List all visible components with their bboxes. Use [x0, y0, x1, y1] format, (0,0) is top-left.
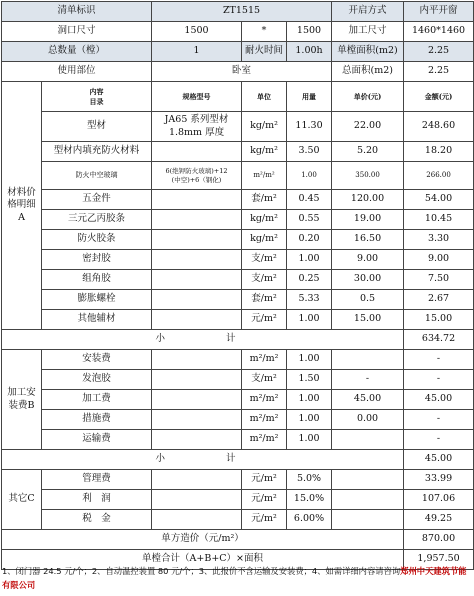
unit-price-label: 单方造价（元/m²） [2, 530, 404, 550]
item-price: 5.20 [332, 142, 404, 162]
item-amount: 107.06 [404, 490, 474, 510]
subtotal-row-a [2, 330, 474, 350]
item-amount: - [404, 410, 474, 430]
item-name: 组角胶 [42, 270, 152, 290]
subtotal-row-b [2, 450, 474, 470]
material-row [2, 190, 474, 210]
item-amount: 2.67 [404, 290, 474, 310]
subtotal-label: 小 计 [2, 330, 404, 350]
item-amount: 266.00 [404, 162, 474, 190]
item-qty: 0.25 [287, 270, 332, 290]
item-name: 加工费 [42, 390, 152, 410]
item-unit: 套/m² [242, 190, 287, 210]
value-opening-height: 1500 [287, 22, 332, 42]
other-row [2, 490, 474, 510]
item-name: 利 润 [42, 490, 152, 510]
value-opening-width: 1500 [152, 22, 242, 42]
item-unit: kg/m² [242, 112, 287, 142]
item-qty: 1.00 [287, 350, 332, 370]
item-name: 措施费 [42, 410, 152, 430]
item-model [152, 230, 242, 250]
item-amount: 9.00 [404, 250, 474, 270]
item-model: JA65 系列型材 1.8mm 厚度 [152, 112, 242, 142]
label-open-type: 开启方式 [332, 2, 404, 22]
item-model [152, 510, 242, 530]
footnote-text: 1、闭门器 24.5 元/个；2、自动温控装置 80 元/个；3、此报价不含运输及安装费；4、如需详细内容请咨询 [2, 566, 401, 576]
value-fire-time: 1.00h [287, 42, 332, 62]
col-header-content: 内容 目录 [42, 82, 152, 112]
item-model [152, 310, 242, 330]
item-qty: 15.0% [287, 490, 332, 510]
item-name: 安装费 [42, 350, 152, 370]
item-qty: 1.00 [287, 310, 332, 330]
item-unit: 元/m² [242, 470, 287, 490]
item-unit: 元/m² [242, 490, 287, 510]
total-value: 1,957.50 [404, 550, 474, 570]
other-row [2, 470, 474, 490]
item-model [152, 190, 242, 210]
item-price [332, 350, 404, 370]
item-amount: 10.45 [404, 210, 474, 230]
material-row [2, 142, 474, 162]
item-unit: 元/m² [242, 310, 287, 330]
value-open-type: 内平开窗 [404, 2, 474, 22]
item-amount: - [404, 350, 474, 370]
item-model [152, 350, 242, 370]
material-row [2, 250, 474, 270]
company-name: 郑州中天建筑节能有限公司 [2, 566, 467, 590]
item-unit: kg/m² [242, 142, 287, 162]
item-model [152, 470, 242, 490]
item-unit: m²/m² [242, 390, 287, 410]
item-name: 发泡胶 [42, 370, 152, 390]
section-c-label: 其它C [2, 470, 42, 530]
item-name: 三元乙丙胶条 [42, 210, 152, 230]
header-row [2, 62, 474, 82]
material-row [2, 112, 474, 142]
item-name: 膨胀螺栓 [42, 290, 152, 310]
unit-price-value: 870.00 [404, 530, 474, 550]
item-name: 五金件 [42, 190, 152, 210]
install-row [2, 430, 474, 450]
item-name: 运输费 [42, 430, 152, 450]
item-unit: 支/m² [242, 270, 287, 290]
item-model [152, 430, 242, 450]
item-amount: 248.60 [404, 112, 474, 142]
label-opening-size: 洞口尺寸 [2, 22, 152, 42]
label-fire-time: 耐火时间 [242, 42, 287, 62]
item-model [152, 490, 242, 510]
item-amount: - [404, 430, 474, 450]
item-price [332, 510, 404, 530]
item-qty: 0.20 [287, 230, 332, 250]
item-qty: 5.33 [287, 290, 332, 310]
subtotal-label: 小 计 [2, 450, 404, 470]
item-unit: m²/m² [242, 430, 287, 450]
quote-table [1, 1, 474, 570]
item-unit: m²/m² [242, 350, 287, 370]
label-usage: 使用部位 [2, 62, 152, 82]
install-row [2, 350, 474, 370]
item-model [152, 270, 242, 290]
item-qty: 11.30 [287, 112, 332, 142]
item-qty: 1.00 [287, 250, 332, 270]
item-price [332, 490, 404, 510]
column-header-row [2, 82, 474, 112]
item-name: 管理费 [42, 470, 152, 490]
item-price [332, 470, 404, 490]
col-header-model: 规格型号 [152, 82, 242, 112]
item-unit: 套/m² [242, 290, 287, 310]
header-row [2, 2, 474, 22]
item-unit: 支/m² [242, 250, 287, 270]
item-model [152, 410, 242, 430]
unit-price-row [2, 530, 474, 550]
install-row [2, 370, 474, 390]
value-process-size: 1460*1460 [404, 22, 474, 42]
material-row [2, 270, 474, 290]
item-amount: 49.25 [404, 510, 474, 530]
header-row [2, 22, 474, 42]
times-sign: * [242, 22, 287, 42]
item-unit: m²/m² [242, 410, 287, 430]
value-unit-area: 2.25 [404, 42, 474, 62]
value-total-qty: 1 [152, 42, 242, 62]
item-amount: 3.30 [404, 230, 474, 250]
item-amount: 7.50 [404, 270, 474, 290]
item-qty: 1.00 [287, 430, 332, 450]
item-unit: 支/m² [242, 370, 287, 390]
item-name: 型材 [42, 112, 152, 142]
item-qty: 1.00 [287, 410, 332, 430]
header-row [2, 42, 474, 62]
col-header-amount: 金额(元) [404, 82, 474, 112]
item-model [152, 142, 242, 162]
value-list-id: ZT1515 [152, 2, 332, 22]
item-qty: 5.0% [287, 470, 332, 490]
col-header-price: 单价(元) [332, 82, 404, 112]
subtotal-b-value: 45.00 [404, 450, 474, 470]
item-price: 30.00 [332, 270, 404, 290]
label-process-size: 加工尺寸 [332, 22, 404, 42]
material-row [2, 210, 474, 230]
col-header-qty: 用量 [287, 82, 332, 112]
item-model [152, 370, 242, 390]
item-price: 16.50 [332, 230, 404, 250]
item-price: 19.00 [332, 210, 404, 230]
item-qty: 6.00% [287, 510, 332, 530]
item-price: 22.00 [332, 112, 404, 142]
item-qty: 1.00 [287, 162, 332, 190]
item-price [332, 430, 404, 450]
item-price: 120.00 [332, 190, 404, 210]
item-model [152, 210, 242, 230]
item-unit: m²/m² [242, 162, 287, 190]
label-total-area: 总面积(m2) [332, 62, 404, 82]
item-qty: 3.50 [287, 142, 332, 162]
item-amount: 18.20 [404, 142, 474, 162]
material-row [2, 310, 474, 330]
other-row [2, 510, 474, 530]
item-name: 型材内填充防火材料 [42, 142, 152, 162]
item-model: 6(绝钾防火玻璃)+12 (中空)+6（钢化) [152, 162, 242, 190]
item-price: 0.5 [332, 290, 404, 310]
item-model [152, 390, 242, 410]
install-row [2, 390, 474, 410]
section-b-label: 加工安装费B [2, 350, 42, 450]
item-name: 防火胶条 [42, 230, 152, 250]
item-unit: kg/m² [242, 210, 287, 230]
item-name: 防火中空玻璃 [42, 162, 152, 190]
footnote [2, 564, 472, 592]
item-qty: 1.50 [287, 370, 332, 390]
item-model [152, 250, 242, 270]
item-price: - [332, 370, 404, 390]
item-name: 税 金 [42, 510, 152, 530]
material-row [2, 230, 474, 250]
item-price: 350.00 [332, 162, 404, 190]
label-total-qty: 总数量（樘） [2, 42, 152, 62]
label-list-id: 清单标识 [2, 2, 152, 22]
install-row [2, 410, 474, 430]
item-price: 45.00 [332, 390, 404, 410]
total-label: 单樘合计（A+B+C）×面积 [2, 550, 404, 570]
item-amount: - [404, 370, 474, 390]
item-qty: 0.45 [287, 190, 332, 210]
material-row [2, 162, 474, 190]
item-model [152, 290, 242, 310]
item-qty: 0.55 [287, 210, 332, 230]
item-unit: kg/m² [242, 230, 287, 250]
item-name: 密封胶 [42, 250, 152, 270]
material-row [2, 290, 474, 310]
item-amount: 15.00 [404, 310, 474, 330]
item-price: 15.00 [332, 310, 404, 330]
item-qty: 1.00 [287, 390, 332, 410]
item-price: 0.00 [332, 410, 404, 430]
section-a-label: 材料价格明细A [2, 82, 42, 330]
value-usage: 卧室 [152, 62, 332, 82]
item-amount: 54.00 [404, 190, 474, 210]
item-price: 9.00 [332, 250, 404, 270]
item-amount: 45.00 [404, 390, 474, 410]
value-total-area: 2.25 [404, 62, 474, 82]
subtotal-a-value: 634.72 [404, 330, 474, 350]
col-header-unit: 单位 [242, 82, 287, 112]
item-unit: 元/m² [242, 510, 287, 530]
item-name: 其他辅材 [42, 310, 152, 330]
label-unit-area: 单樘面积(m2) [332, 42, 404, 62]
item-amount: 33.99 [404, 470, 474, 490]
